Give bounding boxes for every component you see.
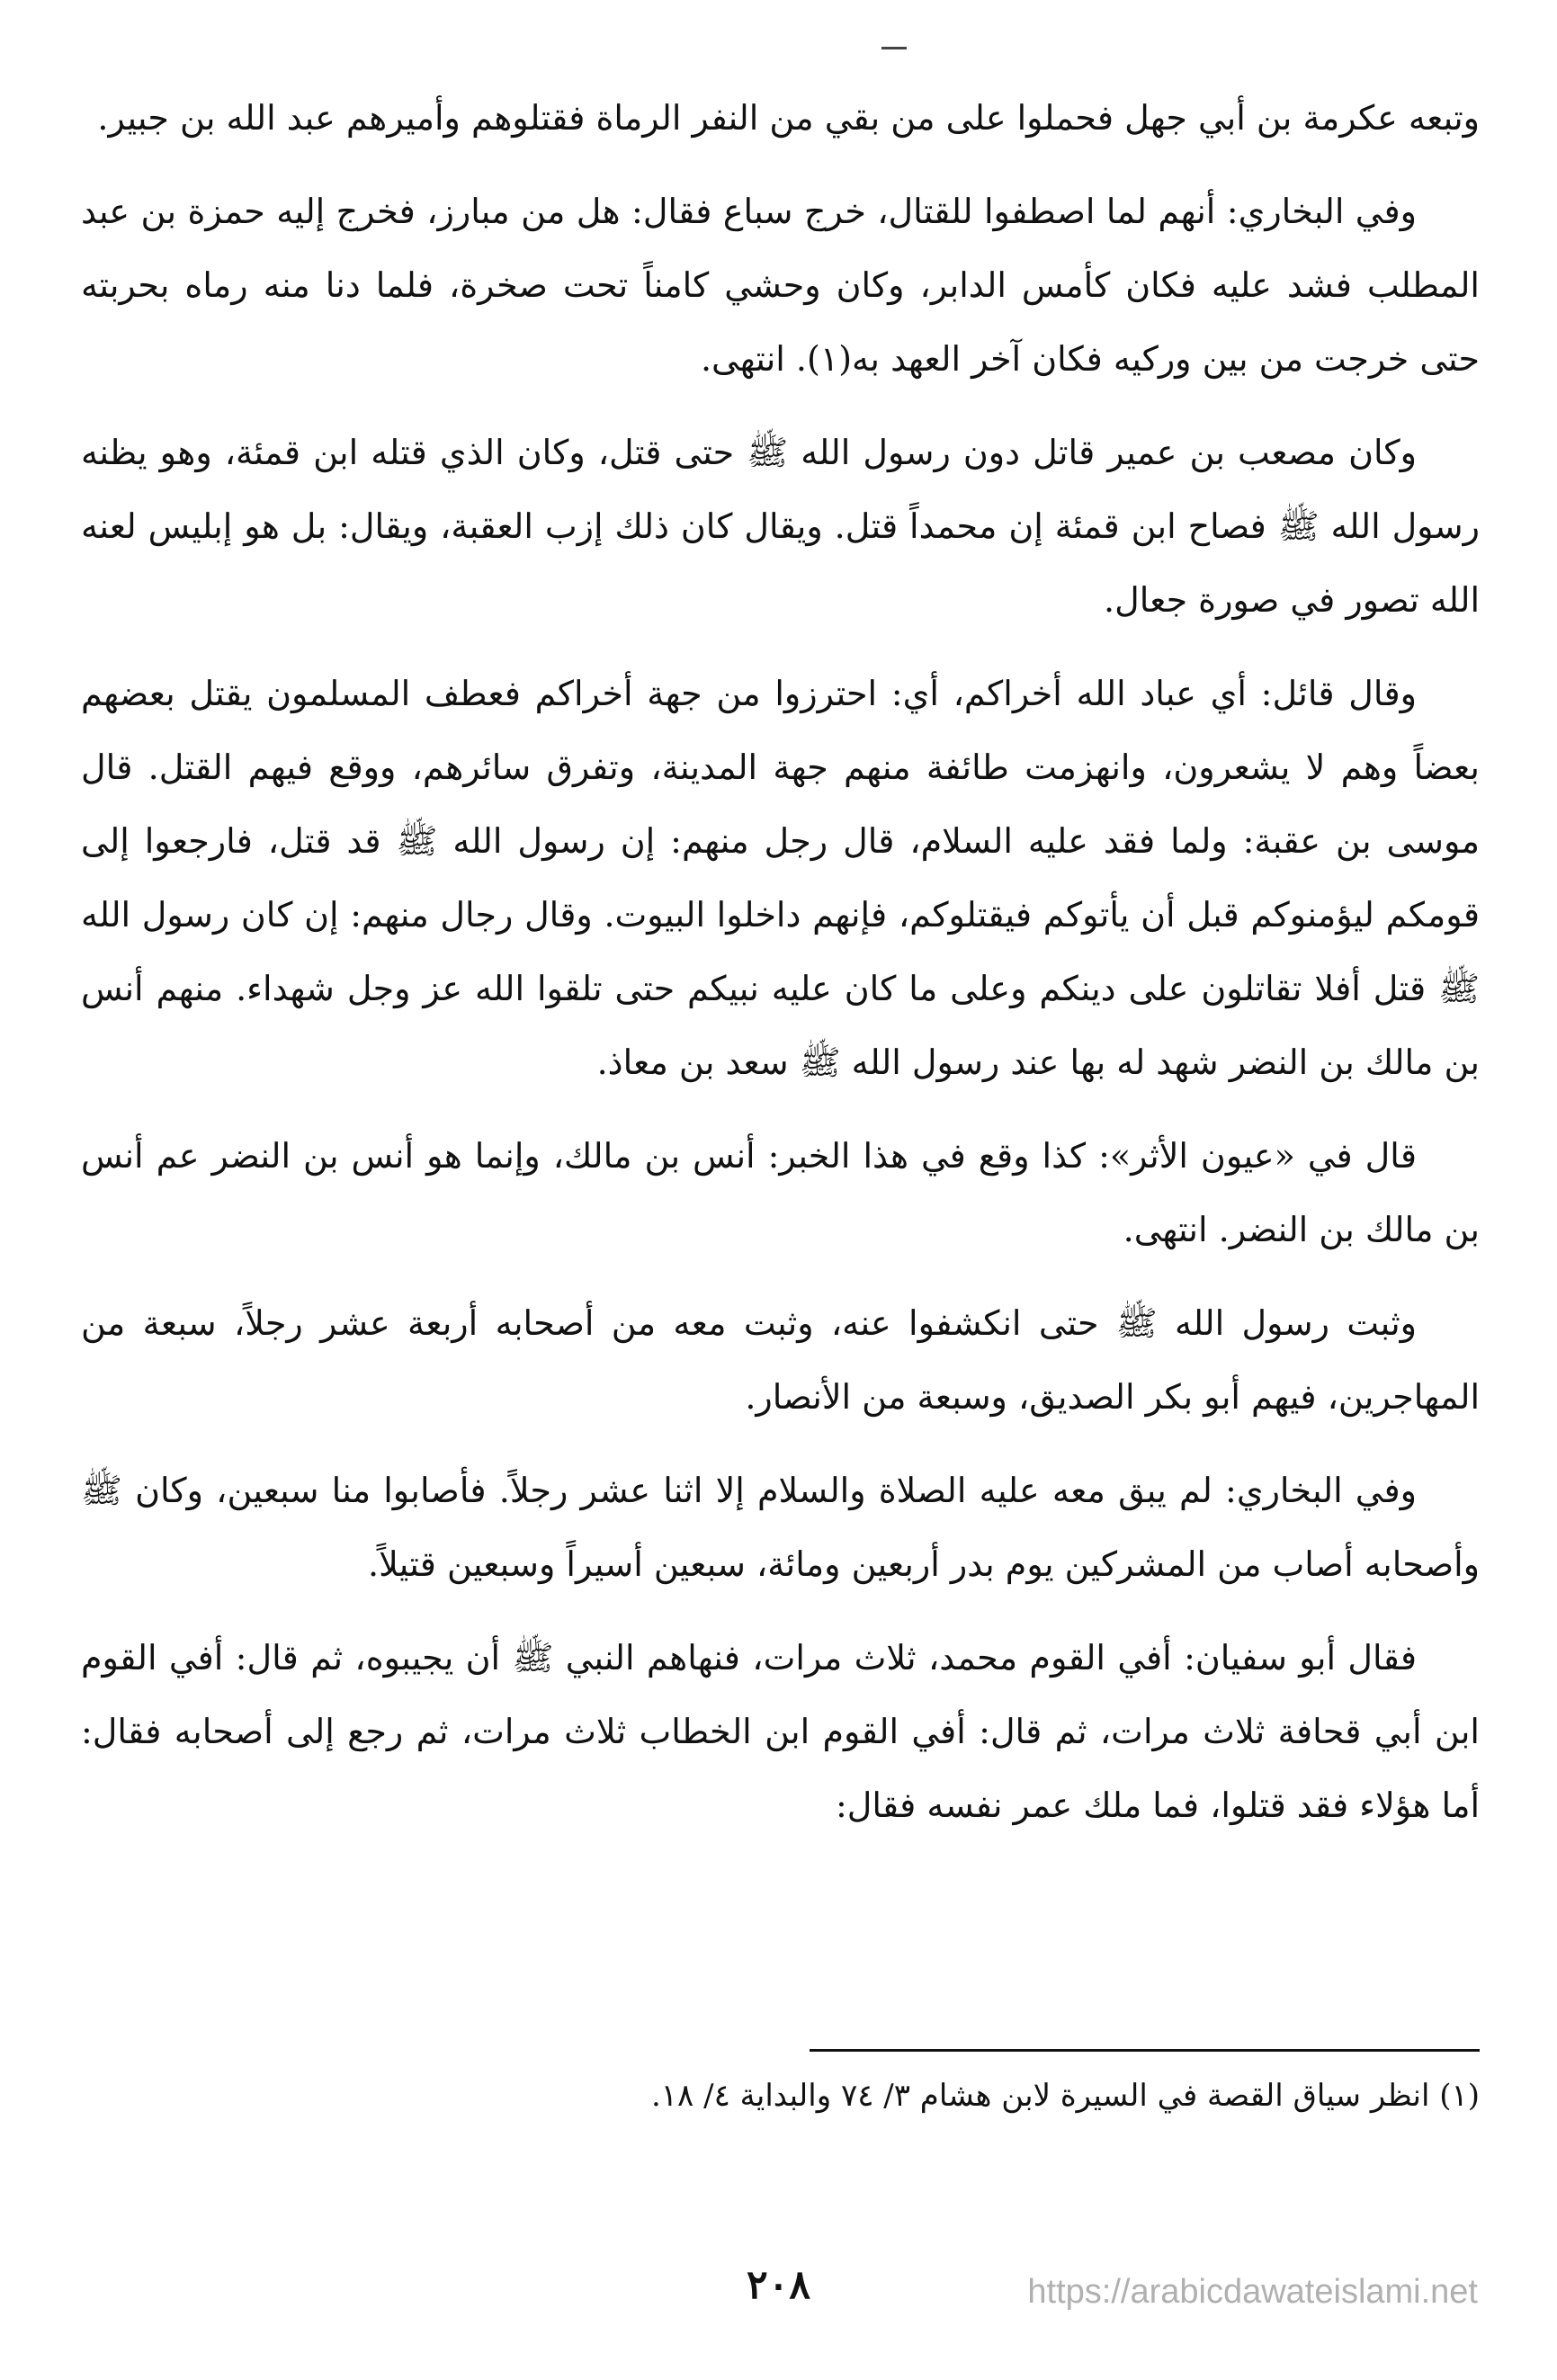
paragraph-4: وقال قائل: أي عباد الله أخراكم، أي: احترزوا من جهة أخراكم فعطف المسلمون يقتل بعضهم بعضاً وهم لا يشعرون، وانهزمت طائفة منهم جهة المدينة، وتفرق سائرهم، ووقع فيهم القتل. قال موسى بن عقبة: ولما فقد عليه السلام، قال رجل منهم: إن رسول الله ﷺ قد قتل، فارجعوا إلى قومكم ليؤمنوكم قبل أن يأتوكم فيقتلوكم، فإنهم داخلوا البيوت. وقال رجال منهم: إن كان رسول الله ﷺ قتل أفلا تقاتلون على دينكم وعلى ما كان عليه نبيكم حتى تلقوا الله عز وجل شهداء. منهم أنس بن مالك بن النضر شهد له بها عند رسول الله ﷺ سعد بن معاذ. [81,674,1480,1082]
paragraph-2: وفي البخاري: أنهم لما اصطفوا للقتال، خرج سباع فقال: هل من مبارز، فخرج إليه حمزة بن عبد المطلب فشد عليه فكان كأمس الدابر، وكان وحشي كامناً تحت صخرة، فلما دنا منه رماه بحربته حتى خرجت من بين وركيه فكان آخر العهد به(١). انتهى. [81,192,1480,379]
paragraph-1: وتبعه عكرمة بن أبي جهل فحملوا على من بقي من النفر الرماة فقتلوهم وأميرهم عبد الله بن جبير. [97,98,1480,138]
top-mark [881,47,907,49]
page-body [81,81,1480,1862]
paragraph-7: وفي البخاري: لم يبق معه عليه الصلاة والسلام إلا اثنا عشر رجلاً. فأصابوا منا سبعين، وكان ﷺ وأصحابه أصاب من المشركين يوم بدر أربعين ومائة، سبعين أسيراً وسبعين قتيلاً. [81,1471,1480,1584]
footnote: (١) انظر سياق القصة في السيرة لابن هشام ٣/ ٧٤ والبداية ٤/ ١٨. [650,2078,1480,2114]
watermark-url: https://arabicdawateislami.net [1027,2273,1478,2311]
paragraph-3: وكان مصعب بن عمير قاتل دون رسول الله ﷺ حتى قتل، وكان الذي قتله ابن قمئة، وهو يظنه رسول الله ﷺ فصاح ابن قمئة إن محمداً قتل. ويقال كان ذلك إزب العقبة، ويقال: بل هو إبليس لعنه الله تصور في صورة جعال. [81,433,1480,620]
paragraph-8: فقال أبو سفيان: أفي القوم محمد، ثلاث مرات، فنهاهم النبي ﷺ أن يجيبوه، ثم قال: أفي القوم ابن أبي قحافة ثلاث مرات، ثم قال: أفي القوم ابن الخطاب ثلاث مرات، ثم رجع إلى أصحابه فقال: أما هؤلاء فقد قتلوا، فما ملك عمر نفسه فقال: [81,1638,1480,1825]
footnote-divider [810,2049,1480,2052]
paragraph-5: قال في «عيون الأثر»: كذا وقع في هذا الخبر: أنس بن مالك، وإنما هو أنس بن النضر عم أنس بن مالك بن النضر. انتهى. [81,1136,1480,1249]
paragraph-6: وثبت رسول الله ﷺ حتى انكشفوا عنه، وثبت معه من أصحابه أربعة عشر رجلاً، سبعة من المهاجرين، فيهم أبو بكر الصديق، وسبعة من الأنصار. [81,1303,1480,1417]
page-number: ٢٠٨ [747,2262,810,2308]
